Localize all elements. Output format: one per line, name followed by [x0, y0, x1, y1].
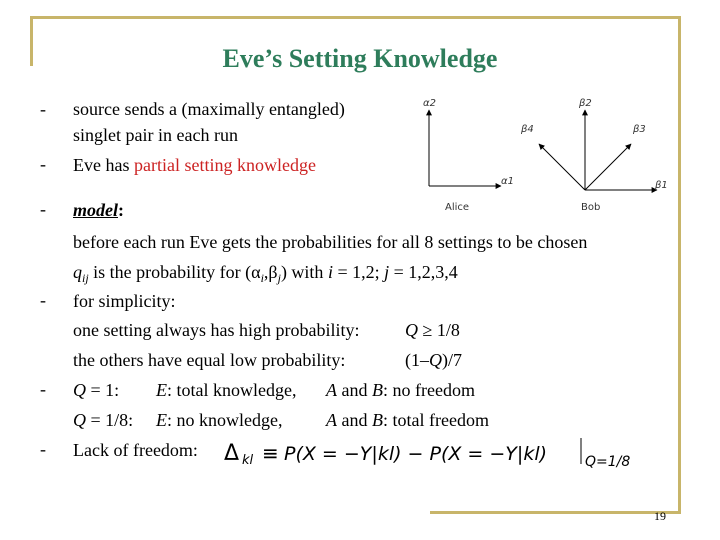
formula-equiv: ≡ [262, 441, 279, 465]
Q-symbol: Q [405, 320, 418, 340]
Q-symbol: Q [73, 380, 86, 400]
E-symbol: E [156, 380, 167, 400]
line-q-eighth [73, 409, 133, 431]
low-probability-expr [405, 349, 462, 371]
AB-desc: : no freedom [383, 380, 475, 400]
alice-label: Alice [445, 202, 470, 213]
alpha2-label: α2 [423, 98, 436, 109]
Q-value: = 1: [86, 380, 120, 400]
beta4-label: β4 [521, 124, 534, 135]
line2-prefix: Eve has [73, 155, 134, 175]
E-desc: : total knowledge, [167, 380, 297, 400]
bullet-3: - [40, 199, 46, 219]
B-symbol: B [372, 380, 383, 400]
alpha-subscript: i [260, 271, 264, 285]
and-text: and [337, 380, 372, 400]
Q-relation: ≥ 1/8 [418, 320, 460, 340]
bob-beta3-axis [585, 144, 631, 190]
i-range: = 1,2; [332, 262, 385, 282]
bullet-2: - [40, 154, 46, 174]
frame-bottom-line [430, 511, 681, 514]
A-symbol: A [326, 410, 337, 430]
beta3-label: β3 [633, 124, 646, 135]
bullet-5: - [40, 379, 46, 399]
line2-highlight: partial setting knowledge [133, 155, 316, 175]
settings-diagram [415, 92, 675, 216]
bob-beta4-axis [539, 144, 585, 190]
E-desc: : no knowledge, [167, 410, 283, 430]
bullet-6: - [40, 439, 46, 459]
with-text: ) with [280, 262, 328, 282]
bullet-1: - [40, 99, 46, 119]
q-subscript: ij [82, 271, 89, 285]
expr-open: (1– [405, 350, 429, 370]
alpha1-label: α1 [501, 176, 514, 187]
beta-symbol: β [268, 262, 278, 282]
model-heading [73, 199, 124, 221]
bob-label: Bob [581, 202, 601, 213]
Q-symbol: Q [73, 410, 86, 430]
formula-expression: P(X = −Y|kl) − P(X = −Y|kl) [284, 443, 548, 465]
AB-desc: : total freedom [383, 410, 489, 430]
page-number: 19 [654, 509, 666, 523]
Q-symbol: Q [429, 350, 442, 370]
slide-title: Eve’s Setting Knowledge [222, 44, 498, 73]
formula-kl: kl [242, 453, 254, 468]
line-q-eighth-desc [156, 409, 282, 431]
high-probability-expr [405, 319, 460, 341]
model-colon: : [118, 200, 124, 220]
qij-text: is the probability for ( [88, 262, 252, 282]
frame-right-line [678, 16, 681, 514]
beta-subscript: j [277, 271, 281, 285]
line-q-eighth-ab [326, 409, 489, 431]
frame-top-line [30, 16, 678, 19]
freedom-formula [220, 434, 660, 470]
j-range: = 1,2,3,4 [389, 262, 458, 282]
alpha-symbol: α [251, 262, 261, 282]
formula-condition: Q=1/8 [585, 454, 631, 470]
line-high-probability: one setting always has high probability: [73, 320, 360, 340]
line-singlet: singlet pair in each run [73, 125, 238, 145]
line-probabilities: before each run Eve gets the probabilities for all 8 settings to be chosen [73, 232, 588, 252]
line-simplicity: for simplicity: [73, 291, 176, 311]
q-symbol: q [73, 262, 82, 282]
line-lack-of-freedom: Lack of freedom: [73, 440, 198, 460]
comma: , [263, 262, 269, 282]
A-symbol: A [326, 380, 337, 400]
j-symbol: j [384, 262, 390, 282]
beta1-label: β1 [655, 180, 668, 191]
formula-delta: Δ [224, 441, 240, 466]
line-q-one-ab [326, 379, 475, 401]
line-q-one [73, 379, 119, 401]
E-symbol: E [156, 410, 167, 430]
model-label: model [73, 200, 118, 220]
line-source: source sends a (maximally entangled) [73, 99, 345, 119]
and-text: and [337, 410, 372, 430]
line-partial-knowledge [73, 154, 316, 176]
beta2-label: β2 [579, 98, 592, 109]
i-symbol: i [327, 262, 333, 282]
line-q-one-desc [156, 379, 296, 401]
expr-close: )/7 [442, 350, 462, 370]
line-low-probability: the others have equal low probability: [73, 350, 346, 370]
bullet-4: - [40, 290, 46, 310]
B-symbol: B [372, 410, 383, 430]
line-qij [73, 261, 458, 289]
Q-value: = 1/8: [86, 410, 134, 430]
